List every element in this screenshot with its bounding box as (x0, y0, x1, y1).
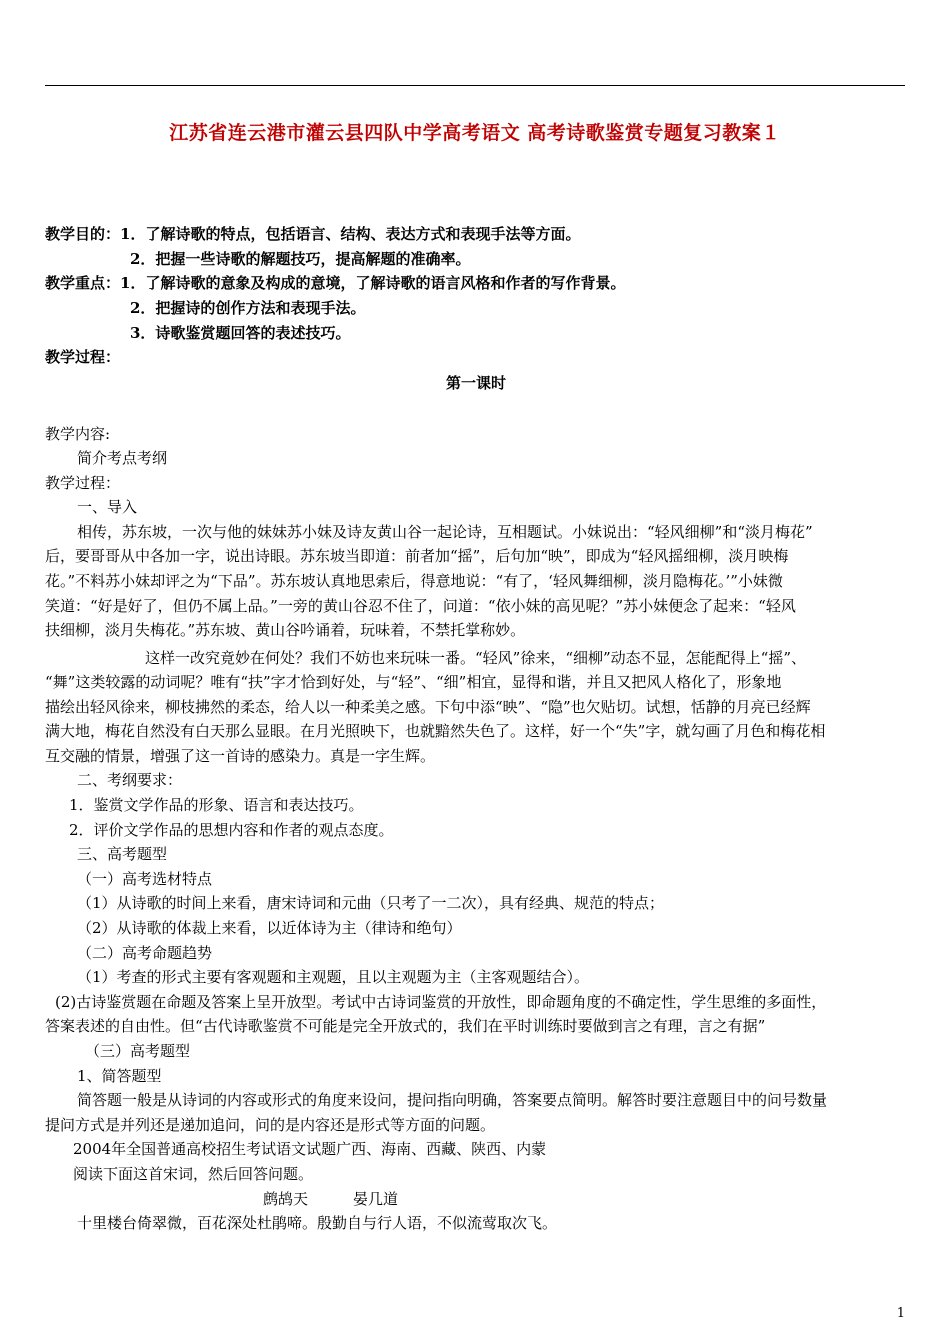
body-line: 答案表述的自由性。但“古代诗歌鉴赏不可能是完全开放式的，我们在平时训练时要做到言之有理，言之有据” (45, 1017, 766, 1035)
body-line: 简介考点考纲 (77, 449, 168, 467)
top-rule (45, 85, 905, 86)
page-number: 1 (896, 1306, 905, 1321)
body-line: 1．鉴赏文学作品的形象、语言和表达技巧。 (69, 796, 364, 814)
body-line: 这样一改究竟妙在何处？我们不妨也来玩味一番。“轻风”徐来，“细柳”动态不显，怎能配得上“摇”、 (145, 649, 807, 667)
body-line: 教学过程： (45, 474, 121, 492)
document-title: 江苏省连云港市灌云县四队中学高考语文 高考诗歌鉴赏专题复习教案１ (169, 122, 781, 144)
body-line: 简答题一般是从诗词的内容或形式的角度来设问，提问指向明确，答案要点简明。解答时要注意题目中的问号数量 (77, 1091, 828, 1109)
body-line: （一）高考选材特点 (77, 870, 213, 888)
body-line: 互交融的情景，增强了这一首诗的感染力。真是一字生辉。 (45, 747, 436, 765)
body-line: （三）高考题型 (85, 1042, 191, 1060)
section-title: 第一课时 (445, 374, 506, 392)
body-line: 花。”不料苏小妹却评之为“下品”。苏东坡认真地思索后，得意地说：“有了，‘轻风舞细柳，淡月隐梅花。’”小妹微 (45, 572, 783, 590)
body-line: 相传，苏东坡，一次与他的妹妹苏小妹及诗友黄山谷一起论诗，互相题试。小妹说出：“轻风细柳”和“淡月梅花” (77, 523, 813, 541)
process-heading: 教学过程： (45, 348, 121, 366)
poem-title: 鹧鸪天 晏几道 (263, 1190, 399, 1208)
body-line: （1）考查的形式主要有客观题和主观题，且以主观题为主（主客观题结合）。 (77, 968, 590, 986)
objective-line-1: 教学目的：1．了解诗歌的特点，包括语言、结构、表达方式和表现手法等方面。 (45, 225, 581, 243)
objective-line-2: 2．把握一些诗歌的解题技巧，提高解题的准确率。 (130, 250, 471, 268)
body-line: (2)古诗鉴赏题在命题及答案上呈开放型。考试中古诗词鉴赏的开放性，即命题角度的不确定性，学生思维的多面性， (55, 993, 827, 1011)
body-line: （二）高考命题趋势 (77, 944, 213, 962)
body-line: 满大地，梅花自然没有白天那么显眼。在月光照映下，也就黯然失色了。这样，好一个“失”字，就勾画了月色和梅花相 (45, 722, 826, 740)
body-line: 2004年全国普通高校招生考试语文试题广西、海南、西藏、陕西、内蒙 (73, 1140, 547, 1158)
body-line: 1、简答题型 (77, 1067, 162, 1085)
body-line: 三、高考题型 (77, 845, 168, 863)
body-line: 后，要哥哥从中各加一字，说出诗眼。苏东坡当即道：前者加“摇”，后句加“映”，即成为“轻风摇细柳，淡月映梅 (45, 547, 789, 565)
keypoint-line-3: 3．诗歌鉴赏题回答的表述技巧。 (130, 324, 351, 342)
body-line: 二、考纲要求： (77, 771, 183, 789)
poem-line: 十里楼台倚翠微，百花深处杜鹃啼。殷勤自与行人语，不似流莺取次飞。 (77, 1214, 558, 1232)
body-line: “舞”这类较露的动词呢？唯有“扶”字才恰到好处，与“轻”、“细”相宜，显得和谐，并且又把风人格化了，形象地 (45, 673, 782, 691)
body-line: （2）从诗歌的体裁上来看，以近体诗为主（律诗和绝句） (77, 919, 462, 937)
body-line: 教学内容: (45, 425, 111, 443)
body-line: （1）从诗歌的时间上来看，唐宋诗词和元曲（只考了一二次），具有经典、规范的特点； (77, 894, 665, 912)
body-line: 2．评价文学作品的思想内容和作者的观点态度。 (69, 821, 394, 839)
keypoint-line-2: 2．把握诗的创作方法和表现手法。 (130, 299, 366, 317)
body-line: 提问方式是并列还是递加追问，问的是内容还是形式等方面的问题。 (45, 1116, 496, 1134)
body-line: 扶细柳，淡月失梅花。”苏东坡、黄山谷吟诵着，玩味着，不禁托掌称妙。 (45, 621, 526, 639)
body-line: 描绘出轻风徐来，柳枝拂然的柔态，给人以一种柔美之感。下句中添“映”、“隐”也欠贴切。试想，恬静的月亮已经辉 (45, 698, 811, 716)
body-line: 笑道：“好是好了，但仍不属上品。”一旁的黄山谷忍不住了，问道：“依小妹的高见呢？”苏小妹便念了起来：“轻风 (45, 597, 796, 615)
body-line: 阅读下面这首宋词，然后回答问题。 (73, 1165, 314, 1183)
body-line: 一、导入 (77, 498, 138, 516)
keypoint-line-1: 教学重点：1．了解诗歌的意象及构成的意境，了解诗歌的语言风格和作者的写作背景。 (45, 274, 626, 292)
